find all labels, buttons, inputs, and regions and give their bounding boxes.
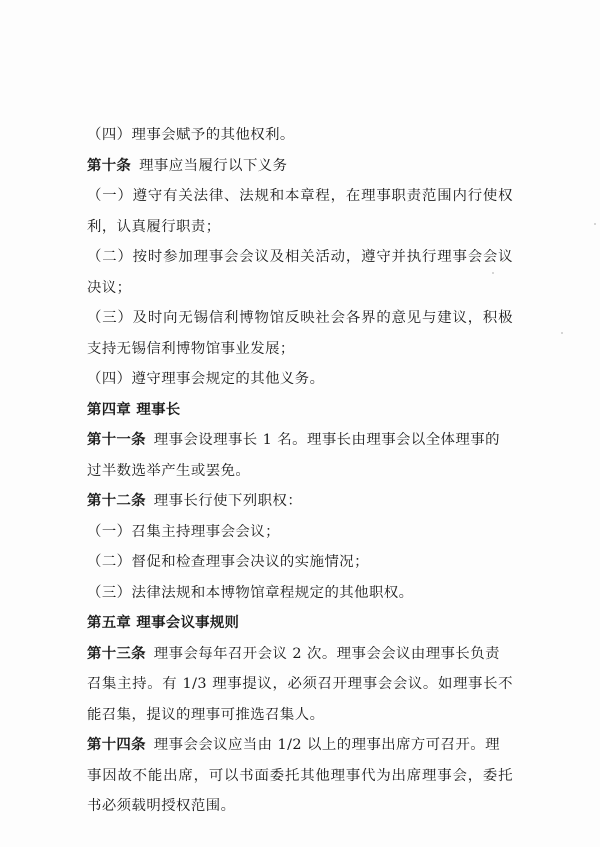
- text-line: （二）督促和检查理事会决议的实施情况；: [87, 554, 369, 570]
- article-line: [87, 486, 513, 517]
- article-line: [87, 730, 513, 761]
- text-line: 利，认真履行职责；: [87, 218, 221, 235]
- text-line: 事因故不能出席，可以书面委托其他理事代为出席理事会，委托: [87, 767, 513, 784]
- text-line: 召集主持。有 1/3 理事提议，必须召开理事会会议。如理事长不: [87, 676, 513, 692]
- article-text: 理事应当履行以下义务: [139, 157, 288, 174]
- article-text: 理事长行使下列职权：: [153, 493, 303, 509]
- article-text: 理事会每年召开会议 2 次。理事会会议由理事长负责: [153, 645, 500, 662]
- article-heading: 第十条: [87, 157, 132, 174]
- article-line: [87, 639, 513, 670]
- scan-speck: [492, 272, 494, 274]
- article-heading: 第十四条: [87, 737, 146, 753]
- text-line: （二）按时参加理事会会议及相关活动，遵守并执行理事会会议: [87, 249, 513, 265]
- article-heading: 第十二条: [87, 493, 146, 509]
- text-line: （四）遵守理事会规定的其他义务。: [87, 371, 325, 387]
- text-line: （三）法律法规和本博物馆章程规定的其他职权。: [87, 584, 414, 601]
- text-line: 支持无锡信利博物馆事业发展；: [87, 340, 295, 357]
- article-heading: 第十三条: [87, 645, 146, 662]
- article-line: [87, 425, 513, 456]
- text-line: 能召集，提议的理事可推选召集人。: [87, 706, 325, 723]
- article-text: 理事会设理事长 1 名。理事长由理事会以全体理事的: [153, 432, 500, 448]
- scan-speck: [594, 223, 596, 225]
- article-line: [87, 151, 513, 182]
- document-body: [87, 120, 513, 822]
- chapter-heading: 第五章 理事会议事规则: [87, 615, 240, 631]
- text-line: （一）召集主持理事会会议；: [87, 523, 280, 540]
- article-heading: 第十一条: [87, 432, 146, 448]
- text-line: （三）及时向无锡信利博物馆反映社会各界的意见与建议，积极: [87, 310, 513, 326]
- text-line: 书必须载明授权范围。: [87, 798, 236, 814]
- text-line: 决议；: [87, 279, 132, 296]
- scan-speck: [561, 332, 563, 334]
- text-line: （四）理事会赋予的其他权利。: [87, 127, 295, 143]
- article-text: 理事会会议应当由 1/2 以上的理事出席方可召开。理: [153, 737, 500, 753]
- text-line: （一）遵守有关法律、法规和本章程，在理事职责范围内行使权: [87, 188, 513, 204]
- chapter-heading: 第四章 理事长: [87, 401, 181, 418]
- text-line: 过半数选举产生或罢免。: [87, 462, 251, 479]
